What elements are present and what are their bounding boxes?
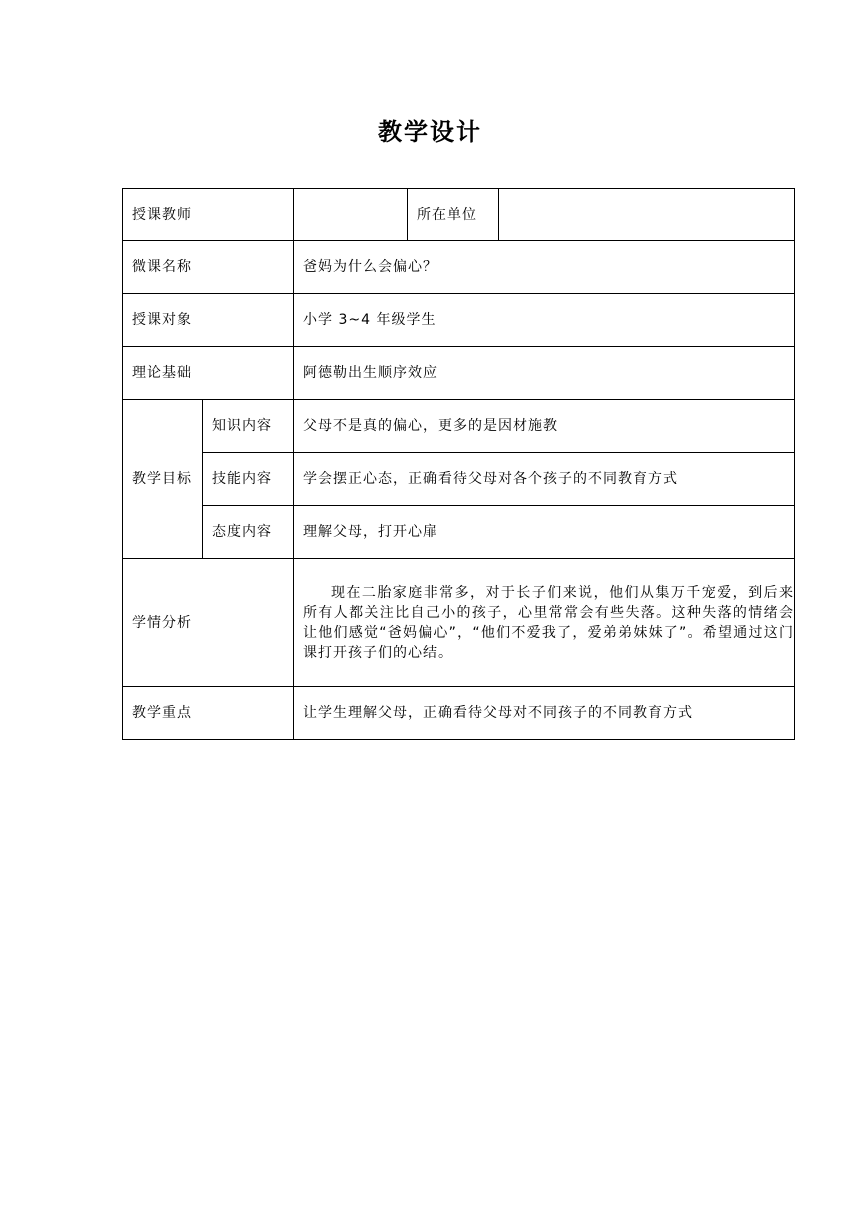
teacher-label: 授课教师 [123,189,294,241]
table-row-course-name [123,241,795,294]
document-title: 教学设计 [378,118,482,146]
table-row-goal-skill [123,453,795,506]
focus-label: 教学重点 [123,687,294,740]
audience-label: 授课对象 [123,294,294,347]
goal-skill-value: 学会摆正心态，正确看待父母对各个孩子的不同教育方式 [294,453,795,506]
table-row-analysis [123,559,795,687]
teacher-value [294,189,408,241]
table-row-audience [123,294,795,347]
unit-label: 所在单位 [408,189,499,241]
goal-skill-label: 技能内容 [203,453,294,506]
theory-value: 阿德勒出生顺序效应 [294,347,795,400]
course-name-label: 微课名称 [123,241,294,294]
table-row-goal-attitude [123,506,795,559]
analysis-label: 学情分析 [123,559,294,687]
goal-attitude-value: 理解父母，打开心扉 [294,506,795,559]
theory-label: 理论基础 [123,347,294,400]
table-row-goal-knowledge [123,400,795,453]
unit-value [499,189,795,241]
lesson-design-table [122,188,795,740]
table-row-theory [123,347,795,400]
table-row-teacher [123,189,795,241]
table-row-focus [123,687,795,740]
audience-value: 小学 3~4 年级学生 [294,294,795,347]
focus-value: 让学生理解父母，正确看待父母对不同孩子的不同教育方式 [294,687,795,740]
analysis-value: 现在二胎家庭非常多，对于长子们来说，他们从集万千宠爱，到后来所有人都关注比自己小的孩子，心里常常会有些失落。这种失落的情绪会让他们感觉“爸妈偏心”，“他们不爱我了，爱弟弟妹妹了”。希望通过这门课打开孩子们的心结。 [294,559,795,687]
goal-attitude-label: 态度内容 [203,506,294,559]
goal-knowledge-label: 知识内容 [203,400,294,453]
course-name-value: 爸妈为什么会偏心？ [294,241,795,294]
goals-label: 教学目标 [123,400,203,559]
goal-knowledge-value: 父母不是真的偏心，更多的是因材施教 [294,400,795,453]
